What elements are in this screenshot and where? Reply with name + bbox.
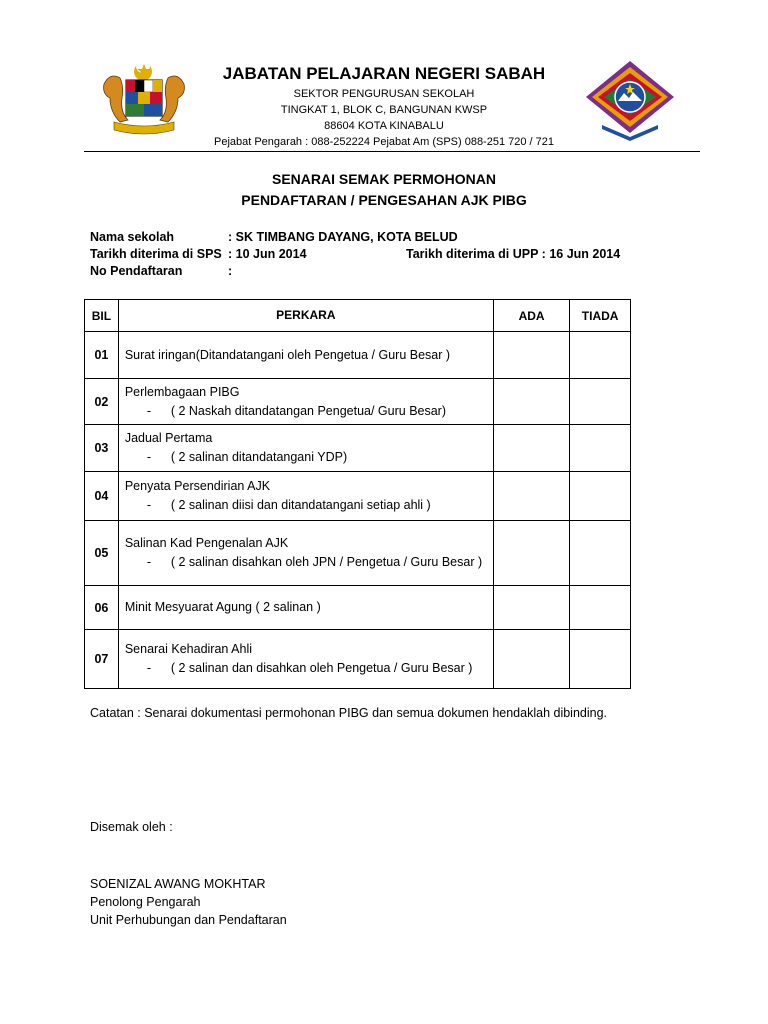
header-ada: ADA [493, 300, 569, 332]
ada-checkbox-cell[interactable] [493, 379, 569, 425]
row-number: 05 [85, 521, 119, 586]
table-row [85, 630, 631, 689]
ada-checkbox-cell[interactable] [493, 425, 569, 472]
registration-no-value: : [228, 264, 233, 278]
item-sub: - ( 2 Naskah ditandatangan Pengetua/ Guru Besar) [146, 403, 447, 418]
signatory-position: Penolong Pengarah [90, 895, 201, 909]
header-tiada: TIADA [570, 300, 631, 332]
sps-date-value: : 10 Jun 2014 [228, 247, 307, 261]
checklist-table [84, 299, 631, 689]
item-sub: - ( 2 salinan disahkan oleh JPN / Pengetua / Guru Besar ) [146, 555, 483, 569]
item-main: Jadual Pertama [124, 431, 213, 445]
table-row [85, 472, 631, 521]
item-sub: - ( 2 salinan diisi dan ditandatangani setiap ahli ) [146, 498, 431, 512]
table-header-row [85, 300, 631, 332]
sector-line: SEKTOR PENGURUSAN SEKOLAH [293, 88, 475, 100]
row-number: 04 [85, 472, 119, 521]
item-sub: - ( 2 salinan ditandatangani YDP) [146, 450, 348, 464]
item-main: Perlembagaan PIBG [124, 384, 240, 399]
item-main: Surat iringan(Ditandatangani oleh Pengetua / Guru Besar ) [124, 347, 451, 362]
phone-line: Pejabat Pengarah : 088-252224 Pejabat Am (SPS) 088-251 720 / 721 [213, 136, 555, 148]
row-item [118, 379, 493, 425]
tiada-checkbox-cell[interactable] [570, 630, 631, 689]
row-item [118, 425, 493, 472]
row-item [118, 521, 493, 586]
upp-date: Tarikh diterima di UPP : 16 Jun 2014 [406, 247, 621, 261]
ada-checkbox-cell[interactable] [493, 332, 569, 379]
row-item [118, 630, 493, 689]
document-title-1: SENARAI SEMAK PERMOHONAN [271, 171, 496, 187]
signatory-name: SOENIZAL AWANG MOKHTAR [90, 877, 266, 891]
address-line-2: 88604 KOTA KINABALU [324, 120, 444, 132]
row-item [118, 472, 493, 521]
ada-checkbox-cell[interactable] [493, 586, 569, 630]
address-line-1: TINGKAT 1, BLOK C, BANGUNAN KWSP [280, 104, 488, 116]
table-row [85, 332, 631, 379]
ada-checkbox-cell[interactable] [493, 630, 569, 689]
table-row [85, 379, 631, 425]
document-title-2: PENDAFTARAN / PENGESAHAN AJK PIBG [241, 192, 527, 208]
row-number: 03 [85, 425, 119, 472]
registration-no-label: No Pendaftaran [90, 264, 183, 278]
row-number: 06 [85, 586, 119, 630]
header-perkara: PERKARA [118, 300, 493, 332]
catatan-note: Catatan : Senarai dokumentasi permohonan PIBG dan semua dokumen hendaklah dibinding. [90, 706, 608, 720]
tiada-checkbox-cell[interactable] [570, 521, 631, 586]
ada-checkbox-cell[interactable] [493, 521, 569, 586]
table-row [85, 425, 631, 472]
ada-checkbox-cell[interactable] [493, 472, 569, 521]
item-sub: - ( 2 salinan dan disahkan oleh Pengetua / Guru Besar ) [146, 661, 473, 675]
tiada-checkbox-cell[interactable] [570, 379, 631, 425]
item-main: Senarai Kehadiran Ahli [124, 642, 253, 656]
item-main: Salinan Kad Pengenalan AJK [124, 536, 289, 550]
tiada-checkbox-cell[interactable] [570, 425, 631, 472]
row-number: 02 [85, 379, 119, 425]
item-main: Minit Mesyuarat Agung ( 2 salinan ) [124, 600, 321, 614]
row-item [118, 586, 493, 630]
signature-block [90, 875, 287, 929]
signatory-unit: Unit Perhubungan dan Pendaftaran [90, 913, 287, 927]
school-name-value: : SK TIMBANG DAYANG, KOTA BELUD [228, 230, 458, 244]
tiada-checkbox-cell[interactable] [570, 586, 631, 630]
agency-title: JABATAN PELAJARAN NEGERI SABAH [222, 64, 546, 83]
row-number: 01 [85, 332, 119, 379]
table-row [85, 586, 631, 630]
item-main: Penyata Persendirian AJK [124, 479, 271, 493]
header-bil: BIL [85, 300, 119, 332]
table-row [85, 521, 631, 586]
row-item [118, 332, 493, 379]
header-divider [84, 151, 700, 152]
row-number: 07 [85, 630, 119, 689]
school-name-label: Nama sekolah [90, 230, 175, 244]
tiada-checkbox-cell[interactable] [570, 472, 631, 521]
sps-date-label: Tarikh diterima di SPS [90, 247, 222, 261]
tiada-checkbox-cell[interactable] [570, 332, 631, 379]
checked-by-label: Disemak oleh : [90, 820, 173, 834]
